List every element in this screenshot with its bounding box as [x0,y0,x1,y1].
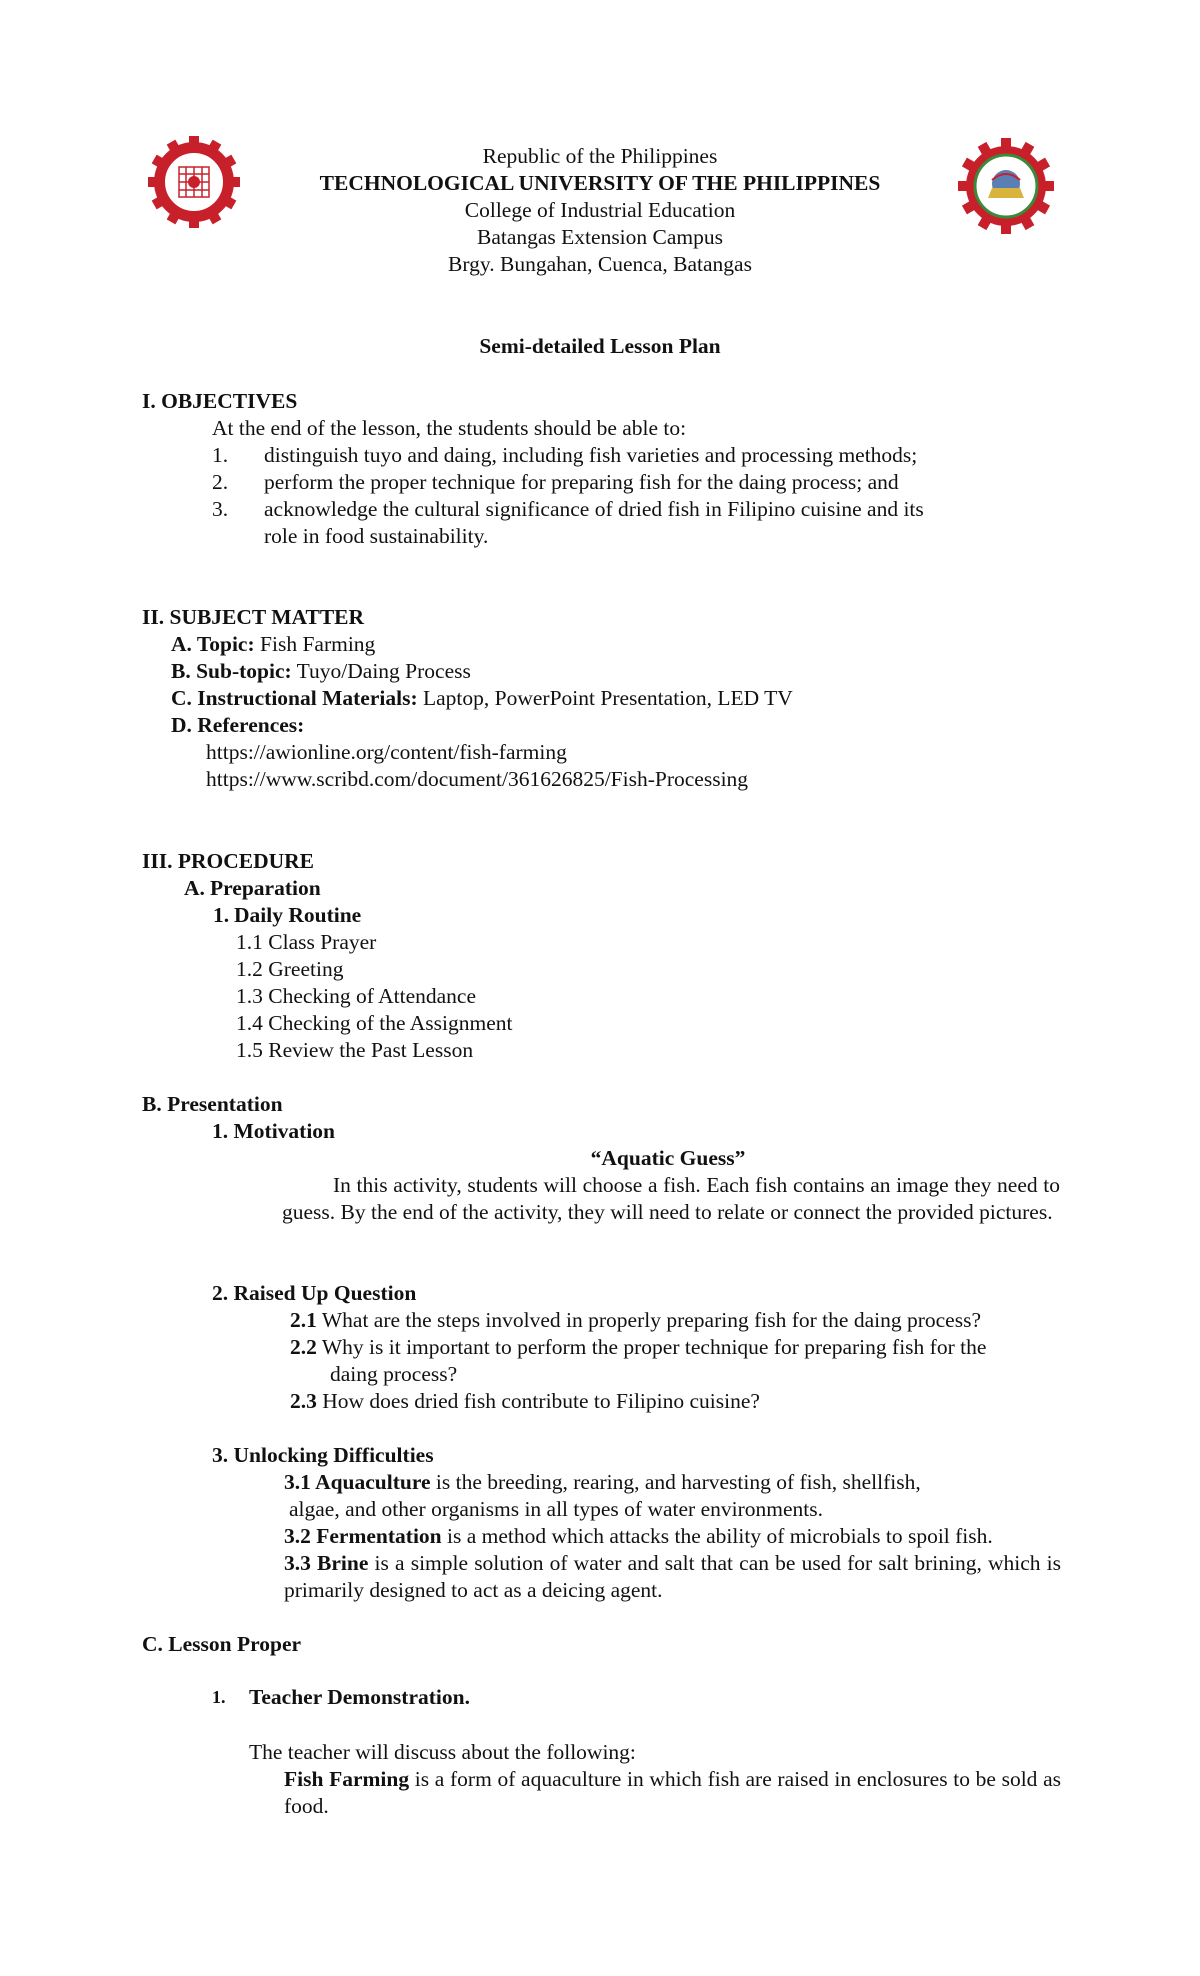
routine-item: 1.5 Review the Past Lesson [236,1038,474,1062]
question-line [290,1388,760,1415]
question-number: 2.1 [290,1308,317,1332]
definition-line [284,1469,921,1496]
header-university: TECHNOLOGICAL UNIVERSITY OF THE PHILIPPINES [319,171,881,195]
question-text: How does dried fish contribute to Filipino cuisine? [316,1389,760,1413]
reference-link[interactable]: https://www.scribd.com/document/361626825/Fish-Processing [206,767,749,791]
definition-line [284,1550,1061,1604]
question-text-continued: daing process? [330,1362,458,1386]
question-line [290,1307,981,1334]
definition-term: 3.1 Aquaculture [284,1470,431,1494]
materials-label: C. Instructional Materials: [171,686,418,710]
question-text: What are the steps involved in properly preparing fish for the daing process? [316,1308,981,1332]
objectives-intro: At the end of the lesson, the students should be able to: [212,416,687,440]
topic-line [171,631,375,658]
routine-item: 1.1 Class Prayer [236,930,377,954]
materials-line [171,685,793,712]
motivation-title: “Aquatic Guess” [590,1146,746,1170]
objective-item: distinguish tuyo and daing, including fish varieties and processing methods; [264,443,918,467]
raised-question-heading: 2. Raised Up Question [212,1281,417,1305]
subtopic-line [171,658,471,685]
routine-number: 1. [213,903,230,927]
materials-value: Laptop, PowerPoint Presentation, LED TV [417,686,793,710]
subtopic-value: Tuyo/Daing Process [291,659,471,683]
presentation-heading: B. Presentation [142,1092,283,1116]
topic-label: A. Topic: [171,632,255,656]
subject-matter-heading: II. SUBJECT MATTER [142,605,365,629]
document-title: Semi-detailed Lesson Plan [479,334,721,358]
definition-line [284,1766,1061,1820]
header-campus: Batangas Extension Campus [476,225,724,249]
header-college: College of Industrial Education [464,198,736,222]
objective-number: 2. [212,470,229,494]
routine-item: 1.3 Checking of Attendance [236,984,477,1008]
objective-item: perform the proper technique for preparing fish for the daing process; and [264,470,899,494]
objective-item: acknowledge the cultural significance of dried fish in Filipino cuisine and its [264,497,924,521]
routine-title: Daily Routine [234,903,362,927]
objectives-heading: I. OBJECTIVES [142,389,298,413]
question-number: 2.2 [290,1335,317,1359]
demonstration-number: 1. [212,1687,226,1707]
definition-line [284,1523,993,1550]
subtopic-label: B. Sub-topic: [171,659,292,683]
routine-item: 1.2 Greeting [236,957,344,981]
discussion-intro: The teacher will discuss about the following: [249,1740,636,1764]
motivation-text: In this activity, students will choose a fish. Each fish contains an image they need to guess. By the end of the activity, they will need to relate or connect the provided pictures. [282,1173,1060,1224]
objective-number: 3. [212,497,229,521]
preparation-label: A. [184,876,205,900]
question-line [290,1334,986,1361]
topic-value: Fish Farming [254,632,376,656]
lesson-proper-heading: C. Lesson Proper [142,1632,302,1656]
routine-item: 1.4 Checking of the Assignment [236,1011,513,1035]
motivation-heading: 1. Motivation [212,1119,336,1143]
objective-item-continued: role in food sustainability. [264,524,489,548]
question-number: 2.3 [290,1389,317,1413]
question-text: Why is it important to perform the proper technique for preparing fish for the [316,1335,987,1359]
definition-text-continued: algae, and other organisms in all types of water environments. [289,1497,823,1521]
definition-text: is a simple solution of water and salt that can be used for salt brining, which is primarily designed to act as a deicing agent. [284,1551,1062,1602]
definition-text: is a form of aquaculture in which fish are raised in enclosures to be sold as food. [284,1767,1061,1818]
preparation-title: Preparation [210,876,321,900]
definition-term: 3.3 Brine [284,1551,369,1575]
definition-text: is a method which attacks the ability of microbials to spoil fish. [441,1524,993,1548]
definition-term: Fish Farming [284,1767,410,1791]
unlocking-heading: 3. Unlocking Difficulties [212,1443,434,1467]
header-address: Brgy. Bungahan, Cuenca, Batangas [448,252,752,276]
objective-number: 1. [212,443,229,467]
procedure-heading: III. PROCEDURE [142,849,315,873]
definition-term: 3.2 Fermentation [284,1524,442,1548]
definition-text: is the breeding, rearing, and harvesting of fish, shellfish, [430,1470,921,1494]
header-country: Republic of the Philippines [482,144,718,168]
demonstration-title: Teacher Demonstration. [249,1685,470,1709]
references-label: D. References: [171,713,305,737]
reference-link[interactable]: https://awionline.org/content/fish-farming [206,740,567,764]
